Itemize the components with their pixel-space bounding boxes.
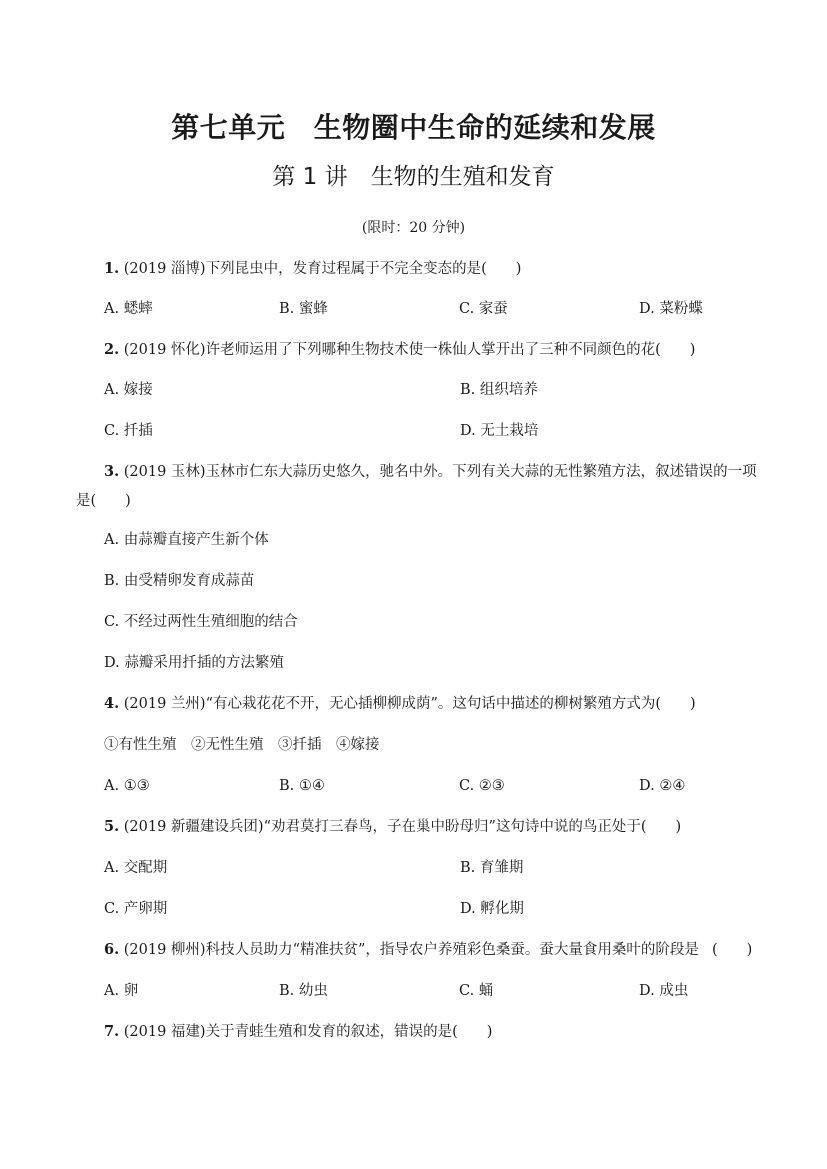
option-c[interactable]: C. 产卵期 bbox=[104, 901, 168, 917]
option-b[interactable]: B. ①④ bbox=[279, 778, 325, 794]
option-a[interactable]: A. 交配期 bbox=[104, 860, 168, 876]
option-b[interactable]: B. 蜜蜂 bbox=[279, 301, 328, 317]
answer-paren: ( ) bbox=[712, 942, 753, 958]
question-3 bbox=[104, 462, 757, 482]
question-number: 6. bbox=[104, 941, 120, 958]
question-number: 7. bbox=[104, 1023, 120, 1040]
options-row bbox=[104, 421, 744, 441]
question-stem: (2019 兰州)“有心栽花花不开，无心插柳柳成荫”。这句话中描述的柳树繁殖方式为( ) bbox=[123, 696, 696, 712]
option-a[interactable]: A. 蟋蟀 bbox=[104, 301, 153, 317]
option-b[interactable]: B. 组织培养 bbox=[460, 382, 538, 398]
question-stem: (2019 淄博)下列昆虫中，发育过程属于不完全变态的是( ) bbox=[123, 261, 522, 277]
time-limit: (限时：20 分钟) bbox=[361, 220, 466, 236]
question-stem-line1: (2019 玉林)玉林市仁东大蒜历史悠久，驰名中外。下列有关大蒜的无性繁殖方法，叙述错误的一项 bbox=[123, 464, 757, 480]
option-d[interactable]: D. ②④ bbox=[639, 778, 686, 794]
option-b[interactable]: B. 幼虫 bbox=[279, 983, 328, 999]
option-a[interactable]: A. 由蒜瓣直接产生新个体 bbox=[104, 532, 269, 548]
options-row bbox=[104, 299, 744, 319]
option-c[interactable]: C. 扦插 bbox=[104, 423, 153, 439]
option-b[interactable]: B. 育雏期 bbox=[460, 860, 524, 876]
option-a[interactable]: A. ①③ bbox=[104, 778, 150, 794]
option-d[interactable]: D. 菜粉蝶 bbox=[639, 301, 703, 317]
question-6 bbox=[104, 940, 699, 960]
question-4 bbox=[104, 694, 696, 714]
option-b[interactable]: B. 由受精卵发育成蒜苗 bbox=[104, 573, 255, 589]
question-stem: (2019 福建)关于青蛙生殖和发育的叙述，错误的是( ) bbox=[123, 1024, 493, 1040]
option-c[interactable]: C. 家蚕 bbox=[459, 301, 508, 317]
choice-list: ①有性生殖 ②无性生殖 ③扦插 ④嫁接 bbox=[104, 737, 380, 753]
option-a[interactable]: A. 嫁接 bbox=[104, 382, 153, 398]
option-c[interactable]: C. 不经过两性生殖细胞的结合 bbox=[104, 614, 298, 630]
options-row bbox=[104, 981, 744, 1001]
unit-title: 第七单元 生物圈中生命的延续和发展 bbox=[171, 111, 656, 144]
options-row bbox=[104, 899, 744, 919]
options-row bbox=[104, 380, 744, 400]
question-stem: (2019 柳州)科技人员助力“精准扶贫”，指导农户养殖彩色桑蚕。蚕大量食用桑叶的阶段是 bbox=[123, 942, 699, 958]
option-d[interactable]: D. 无土栽培 bbox=[460, 423, 539, 439]
question-2 bbox=[104, 340, 695, 360]
option-d[interactable]: D. 成虫 bbox=[639, 983, 689, 999]
option-d[interactable]: D. 孵化期 bbox=[460, 901, 524, 917]
option-d[interactable]: D. 蒜瓣采用扦插的方法繁殖 bbox=[104, 655, 284, 671]
question-number: 5. bbox=[104, 818, 120, 835]
question-7 bbox=[104, 1022, 492, 1042]
options-row bbox=[104, 776, 744, 796]
option-c[interactable]: C. 蛹 bbox=[459, 983, 494, 999]
lesson-title: 第 1 讲 生物的生殖和发育 bbox=[272, 164, 555, 190]
question-1 bbox=[104, 259, 521, 279]
option-a[interactable]: A. 卵 bbox=[104, 983, 139, 999]
option-c[interactable]: C. ②③ bbox=[459, 778, 505, 794]
options-row bbox=[104, 858, 744, 878]
question-5 bbox=[104, 817, 681, 837]
question-number: 4. bbox=[104, 695, 120, 712]
question-number: 2. bbox=[104, 341, 120, 358]
question-number: 3. bbox=[104, 463, 120, 480]
question-number: 1. bbox=[104, 260, 120, 277]
question-stem: (2019 怀化)许老师运用了下列哪种生物技术使一株仙人掌开出了三种不同颜色的花( ) bbox=[123, 342, 696, 358]
question-stem-line2: 是( ) bbox=[76, 493, 131, 509]
question-stem: (2019 新疆建设兵团)“劝君莫打三春鸟，子在巢中盼母归”这句诗中说的鸟正处于( ) bbox=[123, 819, 682, 835]
